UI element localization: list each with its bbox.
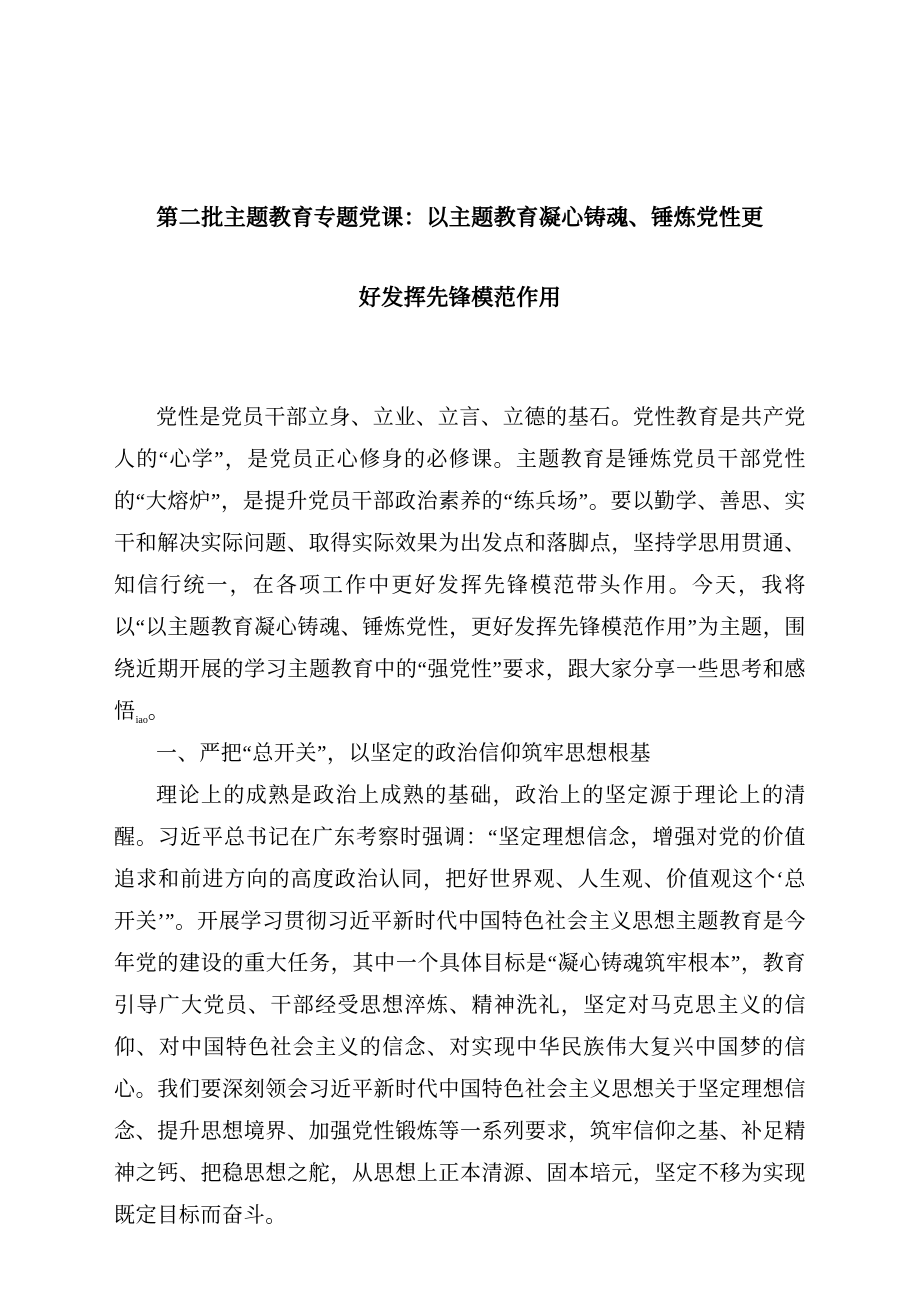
paragraph: 一、严把“总开关”，以坚定的政治信仰筑牢思想根基 xyxy=(156,741,652,765)
paragraph: 党性是党员干部立身、立业、立言、立德的基石。党性教育是共产党人的“心学”，是党员正心修身的必修课。主题教育是锤炼党员干部党性的“大熔炉”，是提升党员干部政治素养的“练兵场”。要以勤学、善思、实干和解决实际问题、取得实际效果为出发点和落脚点，坚持学思用贯通、知信行统一，在各项工作中更好发挥先锋模范带头作用。今天，我将以“以主题教育凝心铸魂、锤炼党性，更好发挥先锋模范作用”为主题，围绕近期开展的学习主题教育中的“强党性”要求，跟大家分享一些思考和感悟$_{iao}$。 xyxy=(114,405,806,727)
paragraph: 理论上的成熟是政治上成熟的基础，政治上的坚定源于理论上的清醒。习近平总书记在广东考察时强调：“坚定理想信念，增强对党的价值追求和前进方向的高度政治认同，把好世界观、人生观、价值观这个‘总开关’”。开展学习贯彻习近平新时代中国特色社会主义思想主题教育是今年党的建设的重大任务，其中一个具体目标是“凝心铸魂筑牢根本”，教育引导广大党员、干部经受思想淬炼、精神洗礼，坚定对马克思主义的信仰、对中国特色社会主义的信念、对实现中华民族伟大复兴中国梦的信心。我们要深刻领会习近平新时代中国特色社会主义思想关于坚定理想信念、提升思想境界、加强党性锻炼等一系列要求，筑牢信仰之基、补足精神之钙、把稳思想之舵，从思想上正本清源、固本培元，坚定不移为实现既定目标而奋斗。 xyxy=(114,783,806,1227)
document-title xyxy=(114,178,806,338)
title-line-1: 第二批主题教育专题党课：以主题教育凝心铸魂、锤炼党性更 xyxy=(156,205,764,230)
pinyin-annotation: iao xyxy=(135,715,148,727)
title-line-2: 好发挥先锋模范作用 xyxy=(358,285,562,310)
document-body xyxy=(114,396,806,1236)
